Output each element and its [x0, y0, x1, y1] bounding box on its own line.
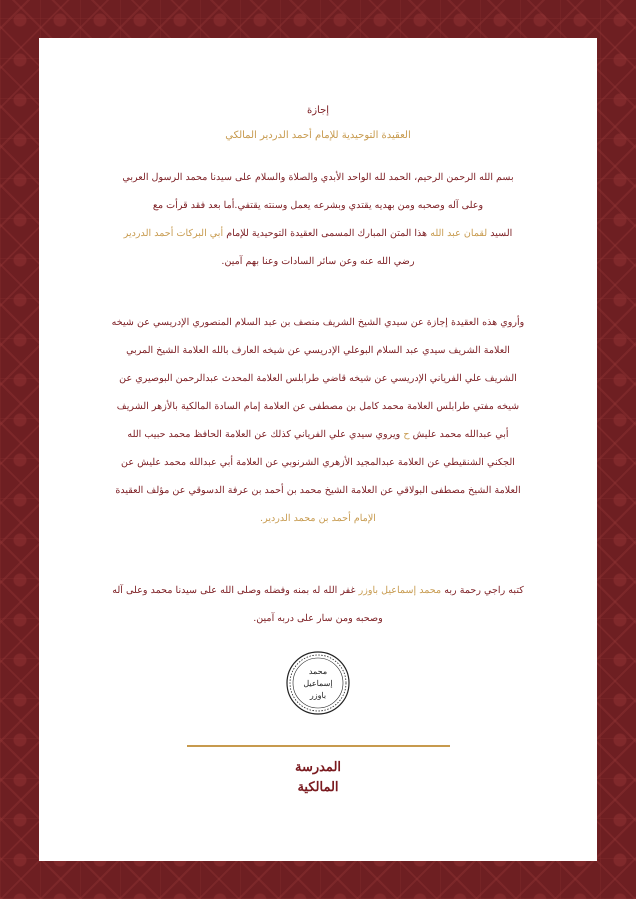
paragraph-line: العلامة الشيخ مصطفى البولاقي عن العلامة الشيخ محمد بن أحمد بن عرفة الدسوقي عن مؤلف العقيدة [115, 485, 521, 496]
text-fragment: السيد [490, 228, 513, 239]
paragraph-line [87, 421, 549, 449]
imam-name: أبي البركات أحمد الدردير [123, 228, 224, 239]
paragraph-line [87, 577, 549, 605]
paragraph-line: العلامة الشريف سيدي عبد السلام البوعلي الإدريسي عن شيخه العارف بالله العلامة الشيخ المربي [126, 345, 510, 356]
text-fragment: هذا المتن المبارك المسمى العقيدة التوحيدية للإمام [226, 228, 428, 239]
closing-paragraph [87, 577, 549, 633]
opening-paragraph [87, 164, 549, 276]
document-sheet [39, 38, 597, 861]
paragraph-line [87, 220, 549, 248]
school-logo-line: المالكية [297, 780, 339, 795]
school-logo-line: المدرسة [294, 760, 342, 775]
text-fragment: غفر الله له بمنه وفضله وصلى الله على سيدنا محمد وعلى آله [112, 585, 356, 596]
paragraph-line: وصحبه ومن سار على دربه آمين. [253, 613, 383, 624]
paragraph-line: وعلى آله وصحبه ومن بهديه يقتدي وبشرعه يعمل وسنته يقتفي.أما بعد فقد قرأت مع [152, 200, 484, 211]
paragraph-line: رضي الله عنه وعن سائر السادات وعنا بهم آمين. [221, 256, 415, 267]
seal-text: محمد [308, 667, 328, 676]
text-fragment: كتبه راجي رحمة ربه [444, 585, 524, 596]
paragraph-line: شيخه مفتي طرابلس العلامة محمد كامل بن مصطفى عن العلامة إمام السادة المالكية بالأزهر الشريف [116, 401, 520, 412]
paragraph-line: الشريف علي الفرياني الإدريسي عن شيخه قاضي طرابلس العلامة المحدث عبدالرحمن البوصيري عن [119, 373, 517, 384]
paragraph-line: بسم الله الرحمن الرحيم، الحمد لله الواحد الأبدي والصلاة والسلام على سيدنا محمد الرسول العربي [122, 172, 514, 183]
gold-divider [187, 745, 450, 747]
document-content [39, 38, 597, 861]
paragraph-line: الإمام أحمد بن محمد الدردير. [260, 513, 376, 524]
document-heading: إجازة [306, 105, 330, 116]
student-name: لقمان عبد الله [430, 228, 488, 239]
seal-stamp-icon [285, 650, 351, 716]
transition-marker: ح [403, 429, 410, 440]
document-subheading: العقيدة التوحيدية للإمام أحمد الدردير المالكي [225, 130, 411, 141]
paragraph-line: وأروي هذه العقيدة إجازة عن سيدي الشيخ الشريف منصف بن عبد السلام المنصوري الإدريسي عن شيخه [111, 317, 525, 328]
seal-text: باوزر [309, 691, 327, 700]
text-fragment: ويروي سيدي علي الفرياني كذلك عن العلامة الحافظ محمد حبيب الله [127, 429, 401, 440]
paragraph-line: الجكني الشنقيطي عن العلامة عبدالمجيد الأزهري الشرنوبي عن العلامة أبي عبدالله محمد عليش عن [121, 457, 515, 468]
chain-of-transmission-paragraph [87, 309, 549, 533]
teacher-name: محمد إسماعيل باوزر [358, 585, 442, 596]
text-fragment: أبي عبدالله محمد عليش [412, 429, 509, 440]
seal-text: إسماعيل [303, 679, 333, 688]
